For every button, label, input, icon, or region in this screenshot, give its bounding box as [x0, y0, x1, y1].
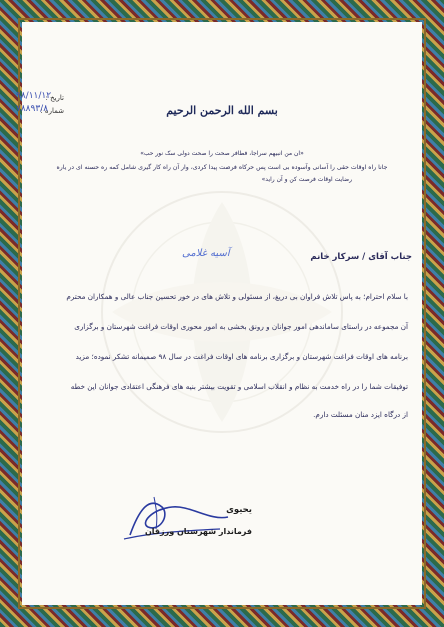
date-value: ۹۸/۱۱/۱۲	[16, 91, 52, 101]
watermark-emblem	[32, 142, 412, 482]
signer-name: یحیوی	[226, 505, 252, 515]
intro-line-2: رضایت اوقات فرصت کن و آن راید»	[261, 176, 352, 183]
date-label: تاریخ :	[45, 94, 64, 102]
body-line-4: توفیقات شما را در راه خدمت به نظام و انقلاب اسلامی و تقویت بیشتر بنیه های فرهنگی اعتقادی جوانان این خطه	[70, 382, 408, 391]
body-line-2: آن مجموعه در راستای ساماندهی امور جوانان و رونق بخشی به امور محوری اوقات فراغت شهرستان و برگزاری	[74, 322, 408, 331]
number-value: ۷۸۸۹۳/۸	[16, 104, 49, 114]
body-line-1: با سلام احترام؛ به پاس تلاش فراوان بی دریغ، از مسئولی و تلاش های در خور تحسین جناب عالی و همکاران محترم	[66, 292, 408, 301]
intro-line-1: جانا راه اوقات حقی را آسانی وآسوده بی است پس حرکاه فرصت پیدا کردی، وار آن راه کار گیری شامل کمه ره حسنه ای در یاره	[56, 164, 388, 171]
salutation-prefix: جناب آقای / سرکار خانم	[310, 252, 412, 262]
body-line-3: برنامه های اوقات فراغت شهرستان و برگزاری برنامه های اوقات فراغت در سال ۹۸ صمیمانه تشکر نموده؛ مزید	[75, 352, 408, 361]
number-label: شماره :	[40, 107, 64, 115]
certificate-paper	[16, 22, 422, 605]
recipient-name: آسیه غلامی	[182, 248, 230, 259]
body-line-5: از درگاه ایزد منان مسئلت دارم.	[313, 410, 408, 419]
bismillah-heading: بسم الله الرحمن الرحیم	[166, 104, 278, 117]
signer-title: فرماندار شهرستان ورزقان	[144, 527, 252, 536]
hadith-quote: «ان من انبیهم سراجا، فطافر صحت را صحت دولی سک نور حب»	[140, 150, 304, 157]
